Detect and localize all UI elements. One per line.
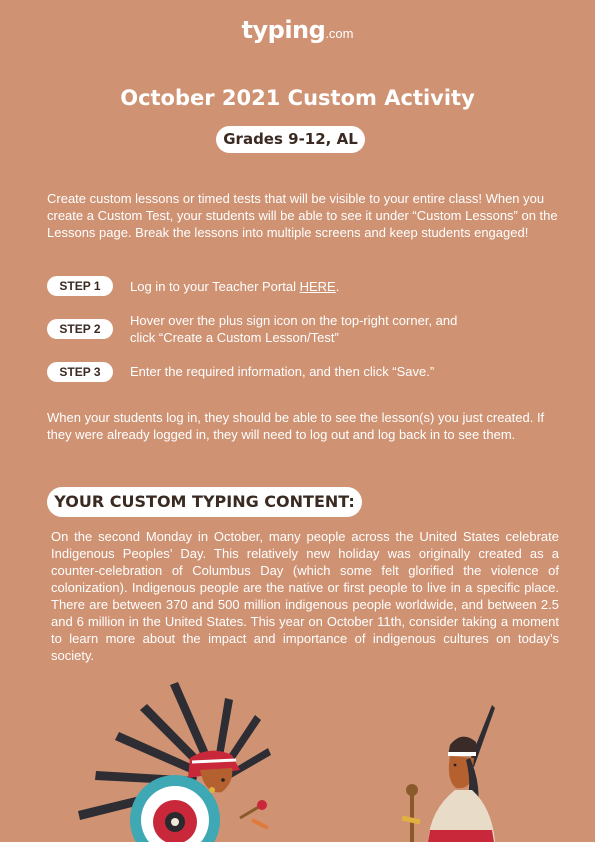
grade-badge: Grades 9-12, AL [216, 126, 365, 153]
typing-logo [0, 16, 595, 44]
indigenous-figures-illustration [0, 670, 595, 842]
intro-paragraph: Create custom lessons or timed tests that will be visible to your entire class! When you create a Custom Test, your students will be able to see it under “Custom Lessons” on the Lessons page. Break the lessons into multiple screens and keep students engaged! [47, 191, 558, 240]
logo-suffix: .com [325, 26, 354, 41]
teacher-portal-link[interactable]: HERE [299, 279, 336, 294]
page-title: October 2021 Custom Activity [120, 86, 475, 110]
step-2-badge: STEP 2 [47, 319, 113, 339]
section-title: YOUR CUSTOM TYPING CONTENT: [47, 487, 362, 517]
step-1-badge: STEP 1 [47, 276, 113, 296]
step-1-period: . [335, 279, 340, 294]
content-paragraph: On the second Monday in October, many people across the United States celebrate Indigenous Peoples’ Day. This relatively new holiday was originally created as a counter-celebration of Columbus Day (which some felt glorified the violence of colonization). Indigenous people are the native or first people to live in a specific place. There are between 370 and 500 million indigenous people worldwide, and between 2.5 and 6 million in the United States. This year on October 11th, consider taking a moment to learn more about the impact and importance of indigenous cultures on today’s society. [51, 529, 559, 663]
step-3-text: Enter the required information, and then click “Save.” [130, 364, 435, 379]
step-2-line-1: Hover over the plus sign icon on the top-right corner, and [130, 313, 458, 328]
logo-wordmark: typing [241, 16, 326, 44]
headdress-figure [78, 682, 271, 842]
step-1-text [130, 278, 530, 295]
step-2-text [130, 312, 530, 346]
step-3-badge: STEP 3 [47, 362, 113, 382]
step-2-line-2: click “Create a Custom Lesson/Test” [130, 330, 339, 345]
outro-paragraph: When your students log in, they should be able to see the lesson(s) you just created. If they were already logged in, they will need to log out and log back in to see them. [47, 410, 545, 442]
step-1-label: Log in to your Teacher Portal [130, 279, 300, 294]
woman-figure [402, 705, 495, 842]
